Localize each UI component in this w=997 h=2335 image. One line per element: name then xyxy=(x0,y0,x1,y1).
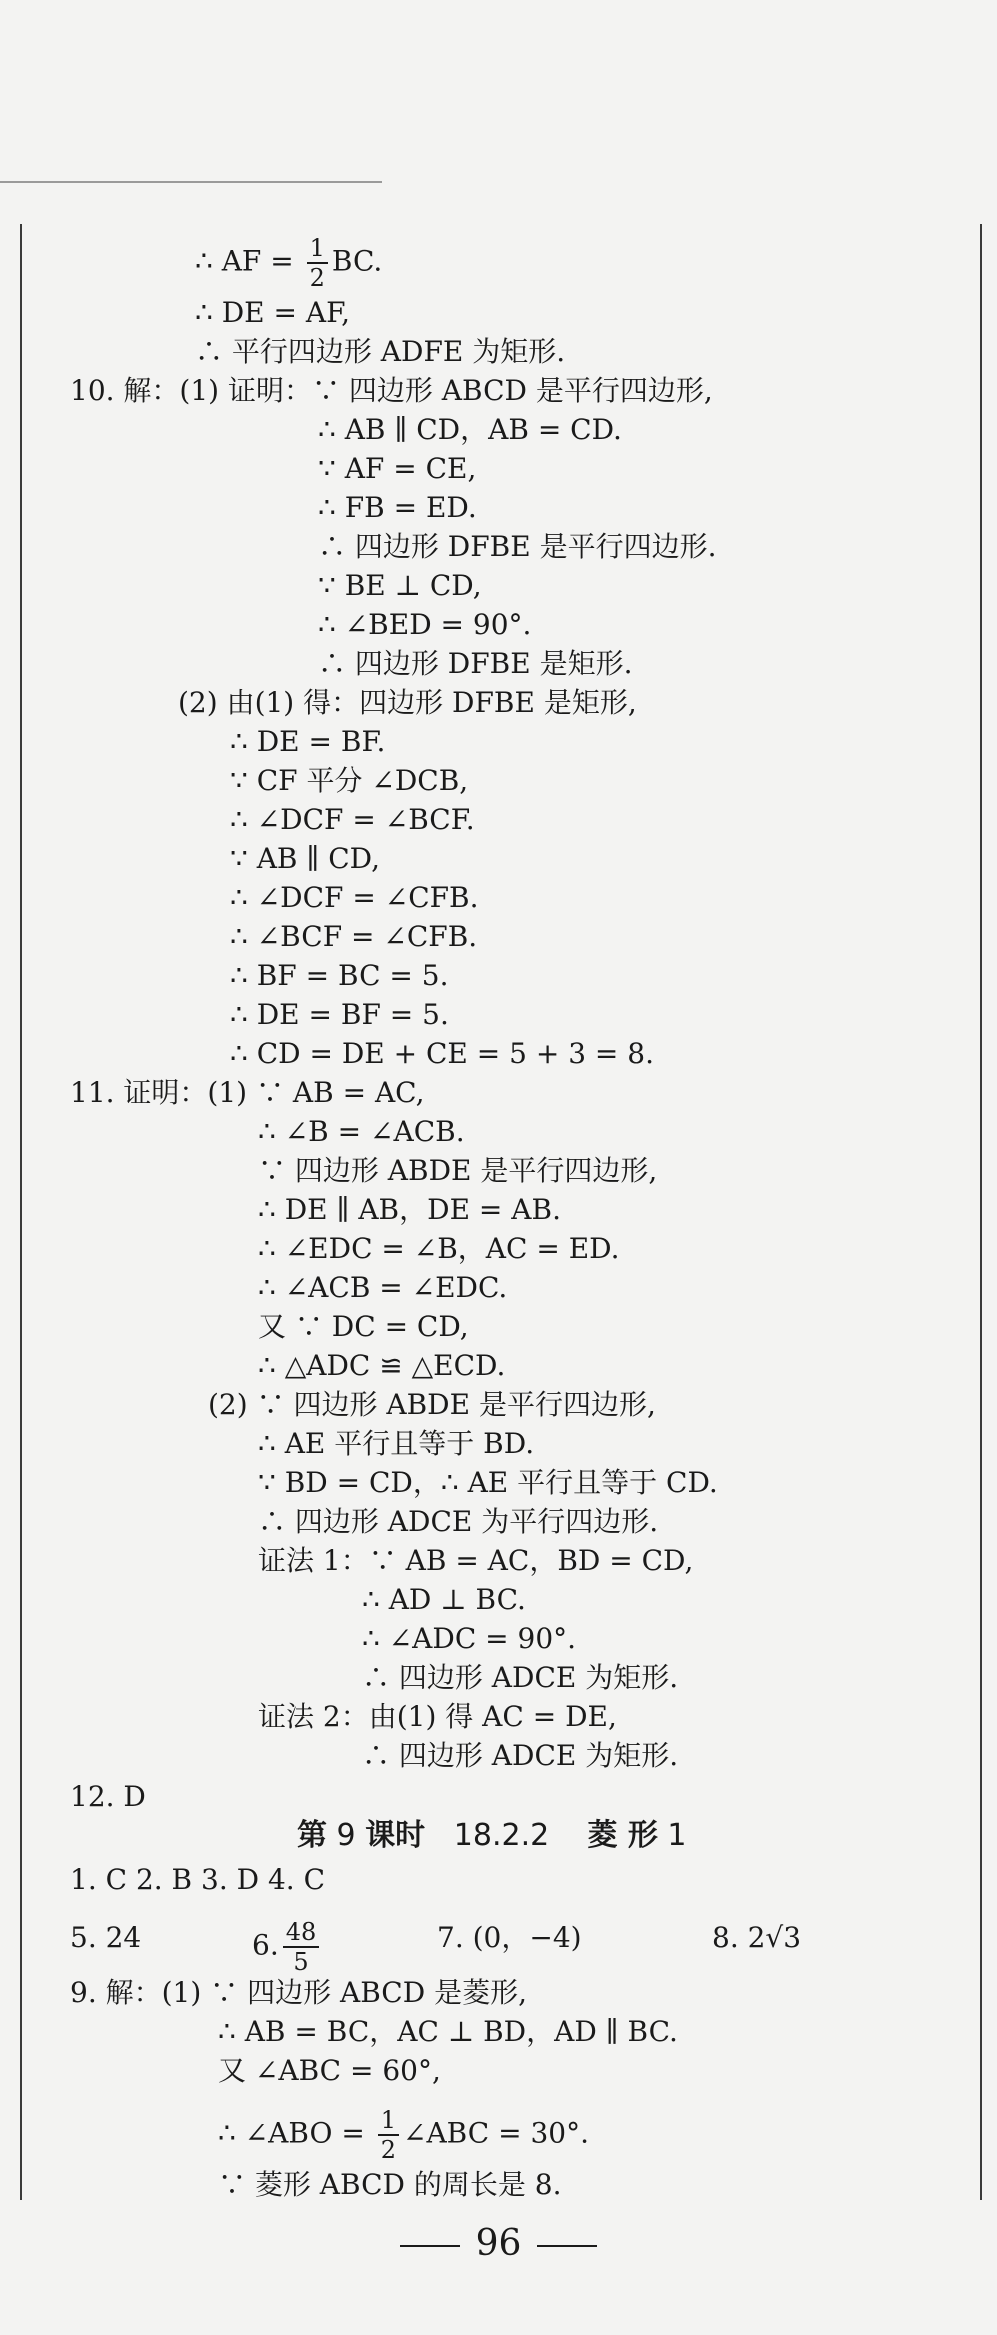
heading-suffix: 1 xyxy=(667,1818,687,1853)
proof-line: ∴ 四边形 DFBE 是矩形. xyxy=(318,647,633,680)
proof-line: ∴ DE ∥ AB，DE = AB. xyxy=(258,1193,561,1226)
proof-line: ∴ ∠DCF = ∠BCF. xyxy=(230,803,475,836)
proof-line: ∴ ∠ABO = $\frac{1}{2}$ ∠ABC = 30°. xyxy=(218,2106,589,2164)
proof-line: ∴ △ADC ≌ △ECD. xyxy=(258,1349,506,1382)
proof-line: 又 ∵ DC = CD, xyxy=(258,1310,469,1343)
proof-line: ∴ BF = BC = 5. xyxy=(230,959,449,992)
proof-line xyxy=(195,234,382,292)
proof-line: ∴ 四边形 DFBE 是平行四边形. xyxy=(318,530,717,563)
right-margin-rule xyxy=(980,224,982,2200)
proof-line: ∴ AD ⊥ BC. xyxy=(362,1583,526,1616)
proof-line: ∴ DE = AF, xyxy=(195,296,351,329)
proof-line: ∴ AB = BC，AC ⊥ BD，AD ∥ BC. xyxy=(218,2015,678,2048)
answer-5: 5. 24 xyxy=(70,1921,142,1954)
proof-line: 又 ∠ABC = 60°, xyxy=(218,2054,441,2087)
heading-title: 菱 形 xyxy=(587,1818,658,1853)
heading-part: 课时 xyxy=(365,1818,426,1853)
section-heading xyxy=(297,1815,686,1857)
proof-line: ∴ ∠ADC = 90°. xyxy=(362,1622,577,1655)
page-number: 96 xyxy=(475,2223,522,2264)
proof-line: 证法 2：由(1) 得 AC = DE, xyxy=(258,1700,617,1733)
fraction-half: $\frac{1}{2}$ xyxy=(378,2106,399,2164)
page-footer xyxy=(0,2222,997,2266)
proof-line: ∴ ∠BCF = ∠CFB. xyxy=(230,920,478,953)
proof-line: ∴ AB ∥ CD，AB = CD. xyxy=(318,413,622,446)
question-9-header: 9. 解：(1) ∵ 四边形 ABCD 是菱形, xyxy=(70,1976,527,2009)
proof-line: 证法 1：∵ AB = AC，BD = CD, xyxy=(258,1544,694,1577)
proof-line: ∵ 四边形 ABDE 是平行四边形, xyxy=(258,1154,658,1187)
proof-line: ∴ 四边形 ADCE 为矩形. xyxy=(362,1739,679,1772)
line-text: ∴ AF = xyxy=(195,244,303,278)
left-margin-rule xyxy=(20,224,22,2200)
proof-line: ∵ AF = CE, xyxy=(318,452,477,485)
proof-line: ∵ BD = CD，∴ AE 平行且等于 CD. xyxy=(258,1466,718,1499)
heading-section-code: 18.2.2 xyxy=(453,1818,550,1853)
heading-lesson-number: 9 xyxy=(336,1818,356,1853)
question-11-header: 11. 证明：(1) ∵ AB = AC, xyxy=(70,1076,425,1109)
answers-row-1: 1. C 2. B 3. D 4. C xyxy=(70,1863,326,1896)
fraction-48-5: $\frac{48}{5}$ xyxy=(283,1918,320,1976)
proof-line: ∴ 四边形 ADCE 为矩形. xyxy=(362,1661,679,1694)
proof-line: ∵ CF 平分 ∠DCB, xyxy=(230,764,469,797)
proof-line: ∴ CD = DE + CE = 5 + 3 = 8. xyxy=(230,1037,654,1070)
proof-line: ∴ DE = BF = 5. xyxy=(230,998,449,1031)
heading-part: 第 xyxy=(297,1818,327,1853)
proof-line: (2) ∵ 四边形 ABDE 是平行四边形, xyxy=(208,1388,656,1421)
proof-line: ∴ 四边形 ADCE 为平行四边形. xyxy=(258,1505,659,1538)
proof-line: ∴ ∠BED = 90°. xyxy=(318,608,532,641)
line-text: BC. xyxy=(331,244,383,278)
footer-dash-right xyxy=(537,2245,597,2247)
proof-line: ∴ ∠EDC = ∠B，AC = ED. xyxy=(258,1232,620,1265)
proof-line: ∵ BE ⊥ CD, xyxy=(318,569,482,602)
proof-line: ∴ ∠ACB = ∠EDC. xyxy=(258,1271,508,1304)
proof-line: ∴ ∠B = ∠ACB. xyxy=(258,1115,465,1148)
answer-6: 6. $\frac{48}{5}$ xyxy=(252,1918,323,1976)
footer-dash-left xyxy=(400,2245,460,2247)
proof-line: ∵ AB ∥ CD, xyxy=(230,842,381,875)
proof-line: ∴ DE = BF. xyxy=(230,725,386,758)
proof-line: (2) 由(1) 得：四边形 DFBE 是矩形, xyxy=(178,686,637,719)
answer-8: 8. 2√3 xyxy=(712,1921,802,1954)
proof-line: ∴ FB = ED. xyxy=(318,491,477,524)
proof-line: ∵ 菱形 ABCD 的周长是 8. xyxy=(218,2168,562,2201)
fraction-half: $\frac{1}{2}$ xyxy=(307,234,328,292)
proof-line: ∴ ∠DCF = ∠CFB. xyxy=(230,881,479,914)
question-12-answer: 12. D xyxy=(70,1780,146,1813)
question-10-header: 10. 解：(1) 证明：∵ 四边形 ABCD 是平行四边形, xyxy=(70,374,713,407)
header-rule xyxy=(0,181,382,183)
proof-line: ∴ AE 平行且等于 BD. xyxy=(258,1427,535,1460)
proof-line: ∴ 平行四边形 ADFE 为矩形. xyxy=(195,335,566,368)
answer-7: 7. (0，−4) xyxy=(437,1921,582,1954)
